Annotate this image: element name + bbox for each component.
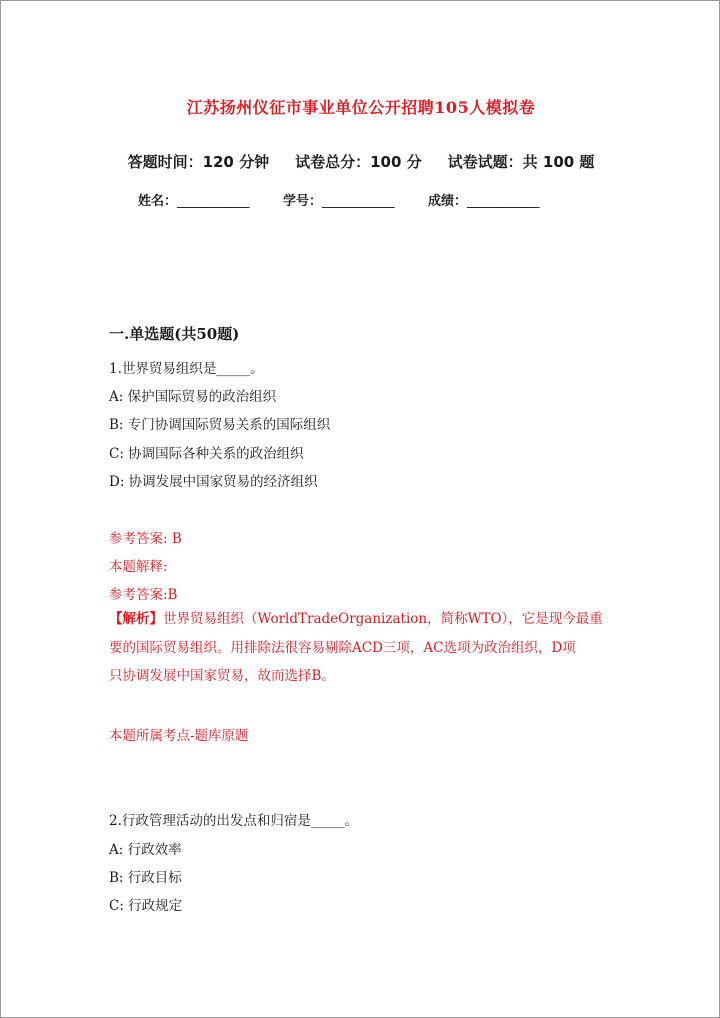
analysis-tag: 【解析】 (109, 611, 163, 627)
student-id-field (283, 190, 394, 209)
question-1-option-d: D: 协调发展中国家贸易的经济组织 (109, 474, 318, 490)
name-blank: ____________ (177, 194, 250, 209)
analysis-line-3: 只协调发展中国家贸易，故而选择B。 (109, 668, 335, 684)
question-1-option-a: A: 保护国际贸易的政治组织 (109, 389, 277, 405)
name-field (138, 190, 249, 209)
question-1-answer: 参考答案: B (109, 531, 182, 547)
exam-title: 江苏扬州仪征市事业单位公开招聘105人模拟卷 (186, 98, 536, 117)
exam-time: 答题时间：120 分钟 (127, 153, 270, 171)
question-1-topic: 本题所属考点-题库原题 (109, 728, 249, 744)
question-1-option-b: B: 专门协调国际贸易关系的国际组织 (109, 417, 331, 433)
section-title: 一.单选题(共50题) (109, 325, 240, 343)
question-2-stem: 2.行政管理活动的出发点和归宿是_____。 (109, 813, 359, 829)
student-fields (138, 190, 698, 209)
analysis-line-2: 要的国际贸易组织。用排除法很容易剔除ACD三项，AC选项为政治组织，D项 (109, 639, 576, 656)
grade-field (428, 190, 539, 209)
question-2-option-c: C: 行政规定 (109, 898, 183, 914)
student-id-blank: ____________ (322, 194, 395, 209)
question-1-explain-label: 本题解释: (109, 559, 168, 575)
question-1-stem: 1.世界贸易组织是_____。 (109, 361, 264, 377)
question-2-option-b: B: 行政目标 (109, 870, 182, 886)
exam-total-score: 试卷总分：100 分 (295, 153, 422, 171)
question-2-option-a: A: 行政效率 (109, 842, 182, 858)
analysis-line-1: 【解析】世界贸易组织（WorldTradeOrganization，简称WTO），它是现今最重 (109, 611, 603, 627)
question-1-analysis (109, 605, 609, 691)
grade-blank: ____________ (467, 194, 540, 209)
question-1-option-c: C: 协调国际各种关系的政治组织 (109, 446, 304, 462)
exam-question-count: 试卷试题：共 100 题 (447, 153, 595, 171)
question-1-answer-repeat: 参考答案:B (109, 587, 178, 603)
name-label: 姓名： (138, 194, 178, 209)
exam-meta (1, 151, 720, 172)
student-id-label: 学号： (283, 194, 323, 209)
grade-label: 成绩： (428, 194, 468, 209)
